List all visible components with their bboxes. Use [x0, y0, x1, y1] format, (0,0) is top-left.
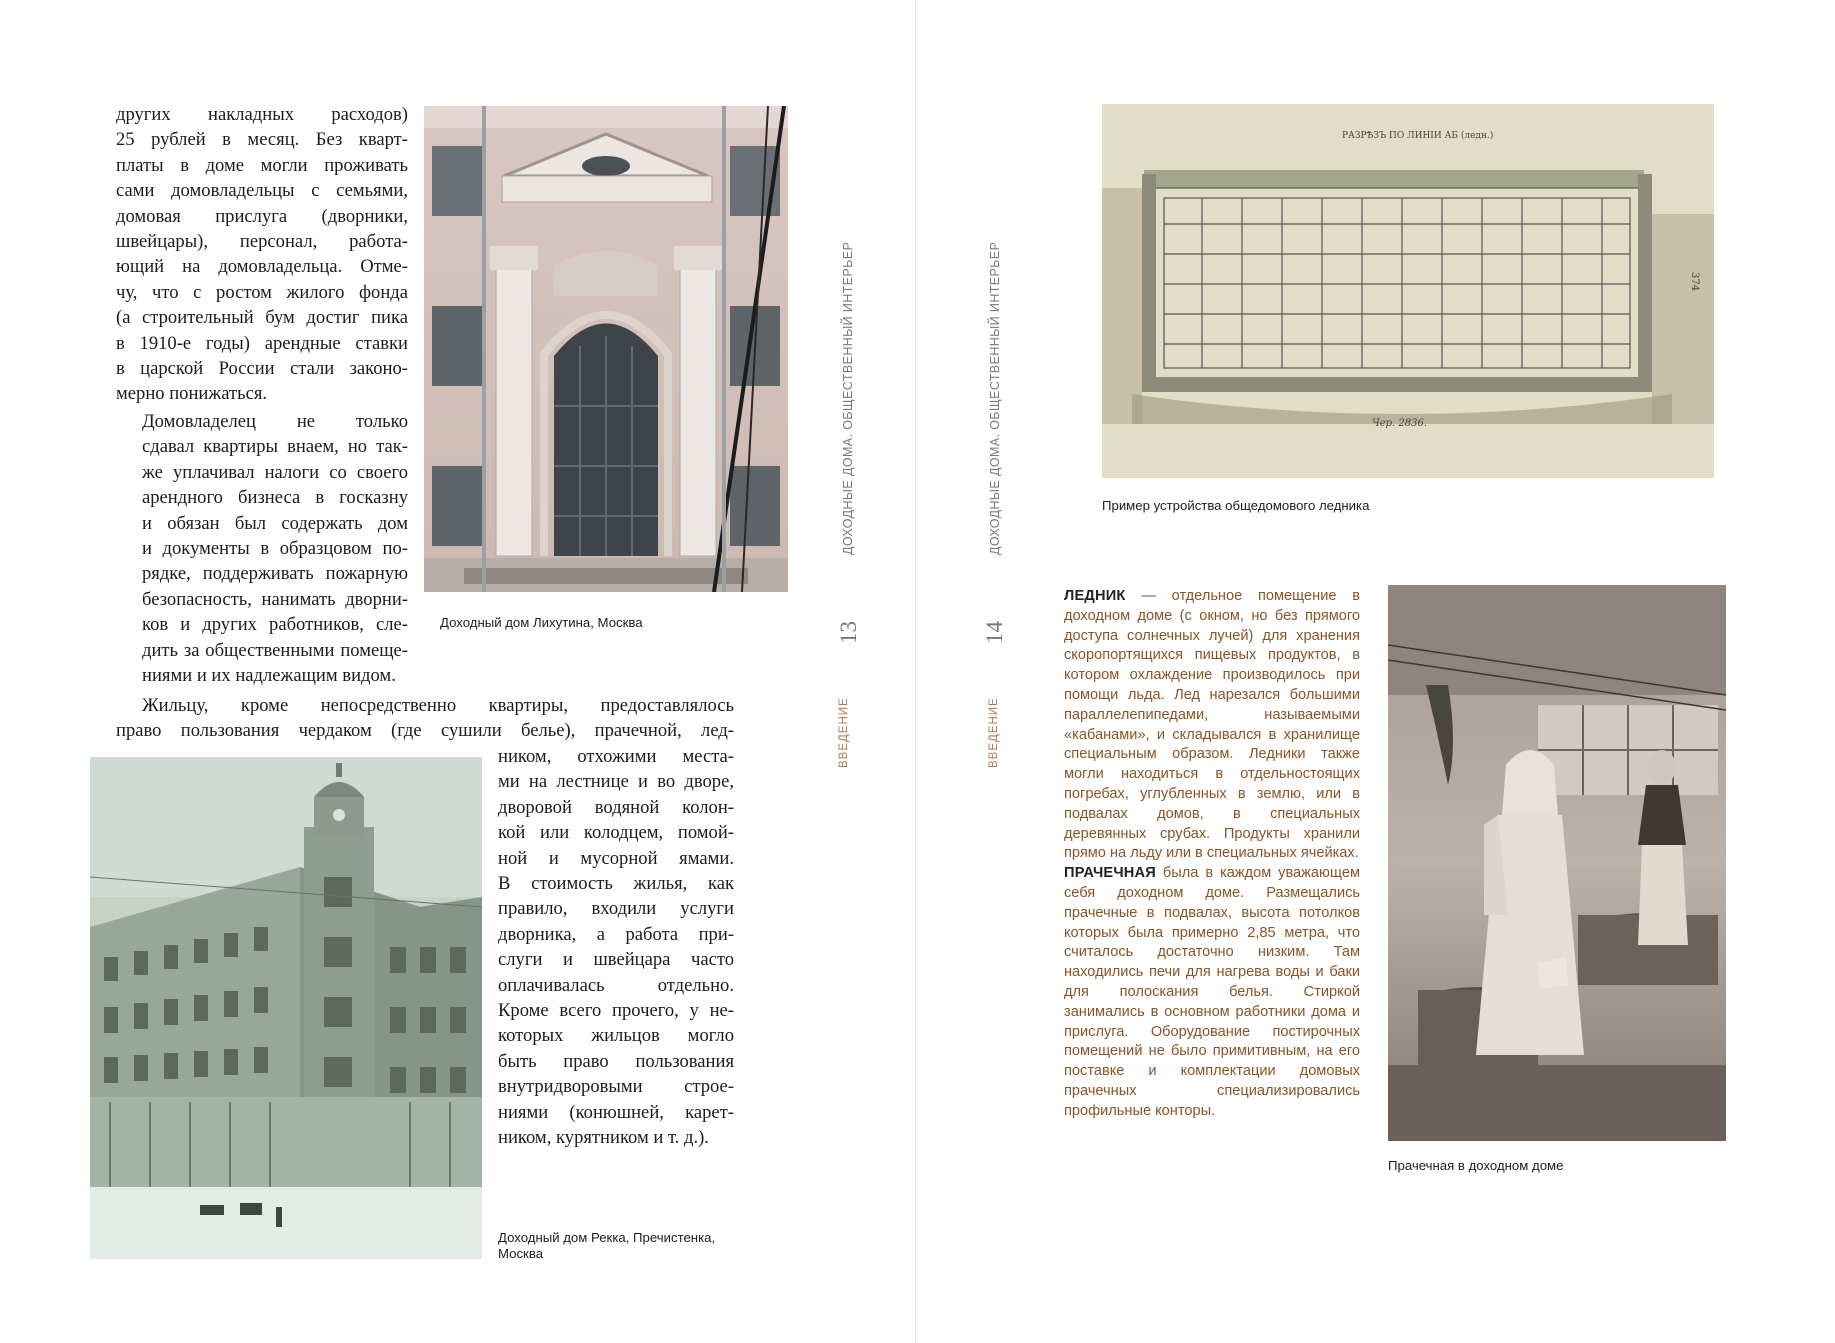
left-column-bottom — [498, 744, 734, 1151]
paragraph-3-line-2: право пользования чердаком (где сушили белье), прачечной, лед- — [116, 720, 734, 742]
text-line: ми на лестнице и во дворе, — [498, 771, 734, 793]
text-line: дить за общественными помеще- — [142, 639, 408, 661]
photo-rekk-house — [90, 757, 482, 1259]
text-line: ниями и их надлежащим видом. — [142, 664, 396, 686]
text-line: же уплачивал налоги со своего — [142, 461, 408, 483]
text-line: внутридворовыми строе- — [498, 1076, 734, 1098]
left-running-title: ДОХОДНЫЕ ДОМА. ОБЩЕСТВЕННЫЙ ИНТЕРЬЕР — [841, 241, 855, 555]
caption-rekk — [498, 1230, 715, 1262]
icehouse-drawing — [1102, 104, 1714, 478]
text-line: Кроме всего прочего, у не- — [498, 1000, 734, 1022]
text-line: В стоимость жилья, как — [498, 873, 734, 895]
text-line: оплачивалась отдельно. — [498, 974, 734, 996]
text-line: сдавал квартиры внаем, но так- — [142, 436, 408, 458]
text-line: ющий на домовладельца. Отме- — [116, 256, 408, 278]
text-line: (а строительный бум достиг пика — [116, 307, 408, 329]
photo-laundry — [1388, 585, 1726, 1141]
text-line: ником, отхожими места- — [498, 746, 734, 767]
left-wide-lines — [116, 693, 734, 744]
term-laundry: ПРАЧЕЧНАЯ — [1064, 865, 1156, 882]
drawing-heading: РАЗРѢЗЪ ПО ЛИНІИ АБ (ледн.) — [1342, 131, 1494, 141]
glossary-text — [1064, 587, 1360, 1122]
paragraph-2 — [116, 409, 408, 688]
text-line: мерно понижаться. — [116, 383, 268, 405]
text-line: Домовладелец не только — [142, 410, 408, 432]
drawing-figure-label: Чер. 2836. — [1372, 418, 1428, 429]
text-line: сами домовладельцы с семьями, — [116, 180, 408, 202]
text-line: чу, что с ростом жилого фонда — [116, 281, 408, 303]
text-line: домовая прислуга (дворники, — [116, 205, 408, 227]
text-line: ной и мусорной ямами. — [498, 847, 734, 869]
text-line: и обязан был содержать дом — [142, 512, 408, 534]
text-line: в царской России стали законо- — [116, 358, 408, 380]
text-line: быть право пользования — [498, 1050, 734, 1072]
caption-rekk-line-1: Доходный дом Рекка, Пречистенка, — [498, 1230, 716, 1245]
text-line: 25 рублей в месяц. Без кварт- — [116, 129, 408, 151]
caption-rekk-line-2: Москва — [498, 1246, 544, 1261]
right-page-number: 14 — [982, 621, 1007, 644]
text-line: в 1910-е годы) арендные ставки — [116, 332, 408, 354]
text-line: слуги и швейцара часто — [498, 949, 734, 971]
caption-icehouse: Пример устройства общедомового ледника — [1102, 498, 1370, 513]
glossary-entry-icehouse — [1064, 587, 1360, 864]
right-section-label: ВВЕДЕНИЕ — [988, 697, 1000, 768]
text-line: дворовой водяной колон- — [498, 796, 734, 818]
term-icehouse: ЛЕДНИК — [1064, 588, 1126, 604]
text-line: швейцары), персонал, работа- — [116, 231, 408, 253]
left-column-top — [116, 102, 408, 688]
text-line: которых жильцов могло — [498, 1025, 734, 1047]
drawing-side-number: 374 — [1689, 272, 1700, 292]
spine-gutter — [915, 0, 916, 1343]
definition-icehouse: — отдельное помещение в доходном доме (с окном, но без прямого доступа солнечных лучей) для хранения скоропортящихся пищевых продуктов, в котором охлаждение производилось при помощи льда. Лед нарезался большими параллелепипедами, называемыми «кабанами», и складывался в хранилище специальным образом. Ледники также могли находиться в отдельностоящих погребах, углубленных в землю, или в подвалах домов, в специальных деревянных срубах. Продукты хранили прямо на льду или в специальных ячейках. — [1064, 588, 1360, 862]
left-section-label: ВВЕДЕНИЕ — [838, 697, 850, 768]
left-page-number: 13 — [836, 621, 861, 644]
text-line: ков и других работников, сле- — [142, 614, 408, 636]
text-line: правило, входили услуги — [498, 898, 734, 920]
text-line: ниями (конюшней, карет- — [498, 1101, 734, 1123]
text-line: безопасность, нанимать дворни- — [142, 588, 408, 610]
photo-lihutin-house — [424, 106, 788, 592]
right-running-title: ДОХОДНЫЕ ДОМА. ОБЩЕСТВЕННЫЙ ИНТЕРЬЕР — [988, 241, 1002, 555]
text-line: кой или колодцем, помой- — [498, 822, 734, 844]
text-line: ником, курятником и т. д.). — [498, 1127, 709, 1149]
paragraph-3-line-1: Жильцу, кроме непосредственно квартиры, предоставлялось — [142, 695, 734, 716]
text-line: других накладных расходов) — [116, 104, 408, 125]
definition-laundry: была в каждом уважающем себя доходном доме. Размещались прачечные в подвалах, высота потолков которых была примерно 2,85 метра, что считалось достаточно низким. Там находились печи для нагрева воды и баки для полоскания белья. Стиркой занимались в основном работники дома и прислуга. Оборудование постирочных помещений не было примитивным, на его поставке и комплектации домовых прачечных специализировались профильные конторы. — [1064, 865, 1360, 1119]
caption-laundry: Прачечная в доходном доме — [1388, 1158, 1564, 1173]
text-line: рядке, поддерживать пожарную — [142, 563, 408, 585]
text-line: и документы в образцовом по- — [142, 537, 408, 559]
text-line: арендного бизнеса в госказну — [142, 487, 408, 509]
text-line: дворника, а работа при- — [498, 923, 734, 945]
text-line: платы в доме могли проживать — [116, 154, 408, 176]
glossary-entry-laundry — [1064, 864, 1360, 1121]
caption-lihutin: Доходный дом Лихутина, Москва — [440, 615, 643, 630]
paragraph-1 — [116, 102, 408, 407]
